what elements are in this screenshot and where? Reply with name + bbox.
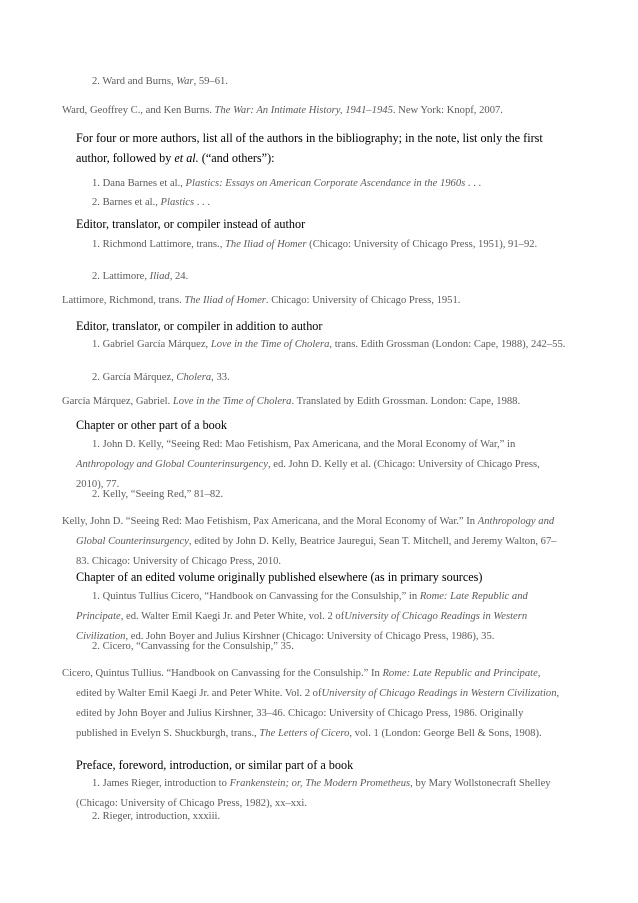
heading-preface bbox=[0, 756, 638, 775]
text-run: 2. Lattimore, bbox=[92, 271, 150, 282]
text-run: . . . bbox=[194, 197, 210, 208]
text-run: . Chicago: University of Chicago Press, 1951. bbox=[265, 295, 461, 306]
note-lattimore-short bbox=[0, 269, 638, 284]
note-rieger-full bbox=[0, 774, 638, 814]
text-run: 1. Quintus Tullius Cicero, “Handbook on Canvassing for the Consulship,” in bbox=[92, 591, 420, 602]
text-run: 2. Rieger, introduction, xxxiii. bbox=[92, 811, 221, 822]
text-run: Chapter or other part of a book bbox=[76, 418, 227, 432]
italic-title-text: Rome: Late Republic and Principate bbox=[76, 591, 528, 622]
text-run: Kelly, John D. “Seeing Red: Mao Fetishism, Pax Americana, and the Moral Economy of War.” In bbox=[62, 516, 478, 527]
italic-title-text: Rome: Late Republic and Principate bbox=[382, 668, 538, 679]
text-run: , edited by John D. Kelly, Beatrice Jauregui, Sean T. Mitchell, and Jeremy Walton, 67–83. Chicago: University of Chicago Press, 2010. bbox=[76, 536, 557, 567]
note-barnes-short bbox=[0, 195, 638, 210]
text-run: . . . bbox=[465, 178, 482, 189]
bib-kelly bbox=[0, 512, 638, 572]
italic-title-text: The War: An Intimate History, 1941–1945 bbox=[214, 105, 393, 116]
text-run: , ed. Walter Emil Kaegi Jr. and Peter White, vol. 2 of bbox=[120, 611, 345, 622]
text-run: Lattimore, Richmond, trans. bbox=[62, 295, 185, 306]
italic-title-text: War bbox=[176, 76, 194, 87]
note-kelly-short bbox=[0, 487, 638, 502]
text-run: Preface, foreword, introduction, or similar part of a book bbox=[76, 758, 354, 772]
italic-title-text: Iliad bbox=[149, 271, 170, 282]
text-run: 2. García Márquez, bbox=[92, 372, 177, 383]
text-run: 2. Barnes et al., bbox=[92, 197, 161, 208]
note-ward-short bbox=[0, 74, 638, 89]
note-barnes-full bbox=[0, 176, 638, 191]
italic-title-text: Love in the Time of Cholera bbox=[172, 396, 292, 407]
italic-title-text: Anthropology and Global Counterinsurgency bbox=[76, 516, 555, 547]
heading-editor-addition bbox=[0, 317, 638, 336]
text-run: 2. Kelly, “Seeing Red,” 81–82. bbox=[92, 489, 224, 500]
heading-editor-instead bbox=[0, 215, 638, 234]
heading-chapter bbox=[0, 416, 638, 435]
bib-ward bbox=[0, 103, 638, 118]
text-run: , 33. bbox=[211, 372, 230, 383]
text-run: Ward, Geoffrey C., and Ken Burns. bbox=[62, 105, 215, 116]
text-run: , trans. Edith Grossman (London: Cape, 1988), 242–55. bbox=[329, 339, 566, 350]
text-run: , edited by Walter Emil Kaegi Jr. and Peter White. Vol. 2 of bbox=[76, 668, 541, 699]
italic-title-text: Plastics bbox=[160, 197, 195, 208]
italic-title-text: The Letters of Cicero bbox=[259, 728, 350, 739]
text-run: García Márquez, Gabriel. bbox=[62, 396, 173, 407]
italic-title-text: University of Chicago Readings in Western Civilization bbox=[321, 688, 557, 699]
note-kelly-full bbox=[0, 435, 638, 495]
italic-title-text: University of Chicago Readings in Western Civilization bbox=[76, 611, 528, 642]
text-run: . New York: Knopf, 2007. bbox=[392, 105, 503, 116]
text-run: . Translated by Edith Grossman. London: Cape, 1988. bbox=[291, 396, 521, 407]
text-run: , vol. 1 (London: George Bell & Sons, 1908). bbox=[349, 728, 542, 739]
bib-lattimore bbox=[0, 293, 638, 308]
italic-title-text: The Iliad of Homer bbox=[225, 239, 307, 250]
note-garcia-full bbox=[0, 335, 638, 355]
text-run: 1. John D. Kelly, “Seeing Red: Mao Fetishism, Pax Americana, and the Moral Economy of War,” in bbox=[92, 439, 516, 450]
text-run: For four or more authors, list all of the authors in the bibliography; in the note, list only the first author, followed by bbox=[76, 131, 543, 165]
text-run: 1. Richmond Lattimore, trans., bbox=[92, 239, 225, 250]
text-run: 1. James Rieger, introduction to bbox=[92, 778, 230, 789]
italic-title-text: Frankenstein; or, The Modern Prometheus bbox=[229, 778, 411, 789]
note-cicero-short bbox=[0, 639, 638, 654]
text-run: , by Mary Wollstonecraft Shelley (Chicago: University of Chicago Press, 1982), xx–xxi. bbox=[76, 778, 551, 809]
italic-title-text: The Iliad of Homer bbox=[184, 295, 266, 306]
text-run: 2. Cicero, “Canvassing for the Consulship,” 35. bbox=[92, 641, 294, 652]
italic-title-text: Anthropology and Global Counterinsurgency bbox=[76, 459, 268, 470]
text-run: Chapter of an edited volume originally published elsewhere (as in primary sources) bbox=[76, 570, 483, 584]
text-run: (Chicago: University of Chicago Press, 1951), 91–92. bbox=[306, 239, 538, 250]
heading-edited-volume bbox=[0, 568, 638, 587]
text-run: Cicero, Quintus Tullius. “Handbook on Canvassing for the Consulship.” In bbox=[62, 668, 383, 679]
text-run: , 59–61. bbox=[193, 76, 228, 87]
text-run: , ed. John D. Kelly et al. (Chicago: University of Chicago Press, 2010), 77. bbox=[76, 459, 540, 490]
heading-four-authors bbox=[0, 128, 638, 168]
italic-title-text: Cholera bbox=[176, 372, 212, 383]
note-cicero-full bbox=[0, 587, 638, 647]
note-lattimore-full bbox=[0, 235, 638, 255]
italic-title-text: et al. bbox=[174, 151, 199, 165]
text-run: 1. Dana Barnes et al., bbox=[92, 178, 186, 189]
bib-garcia bbox=[0, 394, 638, 409]
italic-title-text: Plastics: Essays on American Corporate Ascendance in the 1960s bbox=[185, 178, 466, 189]
note-rieger-short bbox=[0, 809, 638, 824]
text-run: (“and others”): bbox=[198, 151, 275, 165]
text-run: , 24. bbox=[169, 271, 189, 282]
text-run: 2. Ward and Burns, bbox=[92, 76, 177, 87]
text-run: Editor, translator, or compiler in addition to author bbox=[76, 319, 323, 333]
text-run: , ed. John Boyer and Julius Kirshner (Chicago: University of Chicago Press, 1986), 35. bbox=[125, 631, 495, 642]
text-run: 1. Gabriel García Márquez, bbox=[92, 339, 211, 350]
text-run: , edited by John Boyer and Julius Kirshner, 33–46. Chicago: University of Chicago Press, 1986. Originally published in Evelyn S. Shuckburgh, trans., bbox=[76, 688, 560, 739]
bib-cicero bbox=[0, 664, 638, 744]
note-garcia-short bbox=[0, 370, 638, 385]
text-run: Editor, translator, or compiler instead of author bbox=[76, 217, 306, 231]
italic-title-text: Love in the Time of Cholera bbox=[210, 339, 330, 350]
